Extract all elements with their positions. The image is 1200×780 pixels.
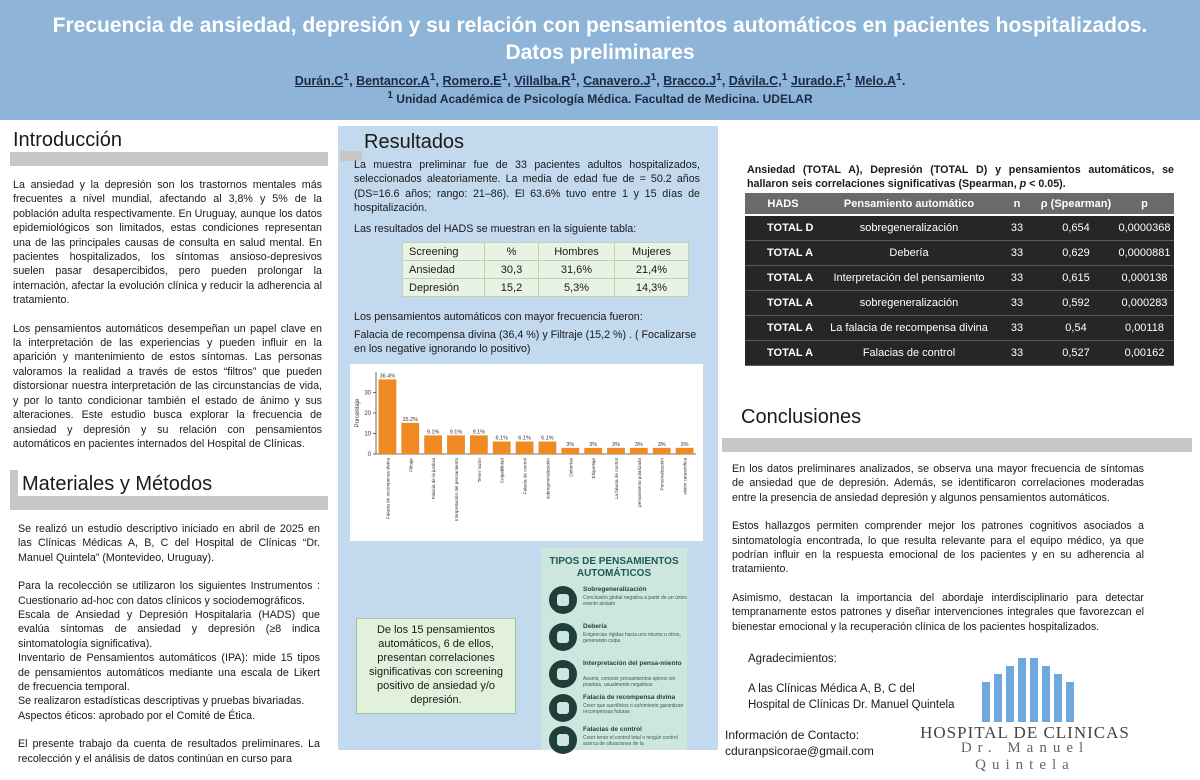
- list-item: [547, 692, 685, 726]
- hads-cell: 30,3: [485, 261, 539, 279]
- methods-line-1: Para la recolección se utilizaron los siguientes Instrumentos : Cuestionario ad-hoc con datos clínicos y sociodemográficos.: [18, 580, 320, 607]
- author-sup: 1: [716, 72, 722, 83]
- list-item: [547, 658, 685, 692]
- bar-value-label: 9.1%: [426, 429, 440, 436]
- table-row: [745, 215, 1174, 240]
- author-sup: 1: [781, 72, 788, 83]
- author-name: Romero.E: [442, 74, 502, 89]
- category-label: La falacia de control: [614, 458, 619, 500]
- chart-bar: [607, 448, 625, 454]
- thought-type-name: Sobregeneralización: [583, 586, 647, 593]
- author-name: Dávila.C,: [728, 74, 782, 89]
- intro-paragraph-1: La ansiedad y la depresión son los trastornos mentales más frecuentes a nivel mundial, afectando al 3,8% y 5% de la población adulta respectivamente. En Uruguay, aunque los datos epidemiológicos son limitados, estas condiciones representan una de las principales causas de consulta en salud mental. En pacientes hospitalizados, los síntomas ansioso-depresivos suelen pasar desapercibidos, pero pueden prolongar la internación, afectar la evolución clínica y reducir la adherencia al tratamiento.: [13, 179, 322, 307]
- logo-stripe: [1006, 666, 1014, 722]
- correlations-body: [745, 215, 1174, 365]
- intro-text: [13, 178, 322, 465]
- hads-cell: 15,2: [485, 279, 539, 297]
- correlations-cell: 0,00118: [1115, 315, 1174, 340]
- correlations-cell: TOTAL A: [745, 240, 821, 265]
- conclusions-paragraph-2: Estos hallazgos permiten comprender mejor los patrones cognitivos asociados a sintomatología encontrada, lo que resulta relevante para el equipo médico, ya que podrían influir en la respuesta emocional de los pacientes y en su adherencia al tratamiento.: [732, 520, 1144, 576]
- correlations-cell: 0,654: [1037, 215, 1115, 240]
- y-tick-label: 0: [367, 452, 371, 458]
- correlations-intro-a: Ansiedad (TOTAL A), Depresión (TOTAL D) y pensamientos automáticos, se hallaron seis correlaciones significativas (Spearman,: [747, 164, 1174, 191]
- correlations-cell: TOTAL A: [745, 340, 821, 365]
- table-row: [745, 240, 1174, 265]
- correlations-cell: TOTAL A: [745, 315, 821, 340]
- thought-types-title: TIPOS DE PENSAMIENTOS AUTOMÁTICOS: [549, 556, 679, 579]
- correlations-cell: 0,0000368: [1115, 215, 1174, 240]
- logo-stripe: [1066, 682, 1074, 722]
- hads-header-cell: Screening: [403, 243, 485, 261]
- methods-paragraph-1: Se realizó un estudio descriptivo iniciado en abril de 2025 en las Clínicas Médicas A, B, C del Hospital de Clínicas “Dr. Manuel Quintela” (Montevideo, Uruguay).: [18, 523, 320, 564]
- results-title: Resultados: [364, 131, 465, 153]
- bar-value-label: 3%: [612, 441, 620, 448]
- bar-value-label: 3%: [680, 441, 689, 448]
- author-name: Canavero.J: [583, 74, 651, 89]
- hads-header-row: [403, 243, 689, 261]
- hads-cell: 31,6%: [539, 261, 615, 279]
- conclusions-paragraph-3: Asimismo, destacan la importancia del abordaje interdisciplinario para detectar tempranamente estos patrones y diseñar intervenciones integrales que favorezcan el bienestar emocional y la recuperación clínica de los pacientes hospitalizados.: [732, 591, 1144, 633]
- correlations-header-cell: p: [1115, 193, 1174, 215]
- methods-divider: [10, 496, 328, 510]
- y-tick-label: 30: [364, 390, 371, 397]
- thought-type-desc: Creer que sacrificios o sufrimiento garantizan recompensas futuras: [583, 703, 684, 715]
- contact-title: Información de Contacto:: [725, 728, 860, 742]
- correlations-cell: 33: [997, 240, 1037, 265]
- correlations-cell: 33: [997, 315, 1037, 340]
- acknowledgements-line-2: Hospital de Clínicas Dr. Manuel Quintela: [748, 699, 955, 711]
- author-separator: ,: [507, 74, 515, 89]
- correlations-header-cell: Pensamiento automático: [821, 193, 997, 215]
- thought-type-name: Debería: [583, 623, 607, 630]
- correlations-intro-p: p: [1019, 178, 1027, 191]
- bar-value-label: 6.1%: [518, 435, 531, 442]
- category-label: pensamiento polarizado: [636, 458, 642, 507]
- findings-note: De los 15 pensamientos automáticos, 6 de ellos, presentan correlaciones significativas con screening positivo de ansiedad y/o depresión.: [356, 618, 516, 714]
- gavel-icon: [549, 623, 577, 651]
- chart-bar: [539, 441, 557, 454]
- methods-title: Materiales y Métodos: [22, 473, 213, 495]
- correlations-cell: 0,0000881: [1115, 240, 1174, 265]
- author-sup: 1: [650, 72, 657, 83]
- people-icon: [549, 586, 577, 614]
- chart-bar: [401, 423, 419, 454]
- bar-value-label: 9.1%: [449, 429, 463, 436]
- bar-value-label: 6.1%: [541, 435, 554, 442]
- bar-value-label: 15.2%: [402, 416, 419, 423]
- table-row: [745, 340, 1174, 365]
- checklist-icon: [549, 726, 577, 754]
- methods-line-5: Aspectos éticos: aprobado por el Comité de Ética.: [18, 709, 256, 722]
- hads-cell: Ansiedad: [403, 261, 485, 279]
- table-row: [745, 290, 1174, 315]
- author-separator: ,: [721, 74, 729, 89]
- thought-type-name: Falacia de recompensa divina: [583, 694, 676, 701]
- author-name: Bracco.J: [663, 74, 717, 89]
- category-label: Falacia de recompensa divina: [385, 458, 391, 520]
- author-list: [0, 72, 1200, 88]
- frequency-text: Falacia de recompensa divina (36,4 %) y Filtraje (15,2 %) . ( Focalizarse en los negative ignorando lo positivo): [354, 329, 697, 356]
- correlations-cell: 0,00162: [1115, 340, 1174, 365]
- author-separator: .: [901, 74, 906, 89]
- category-label: sobregeneralización: [545, 458, 551, 500]
- author-separator: ,: [576, 74, 584, 89]
- correlations-cell: TOTAL A: [745, 265, 821, 290]
- table-row: [745, 315, 1174, 340]
- y-tick-label: 20: [364, 411, 371, 417]
- correlations-cell: 0,527: [1037, 340, 1115, 365]
- correlations-cell: 0,54: [1037, 315, 1115, 340]
- chart-bar: [561, 448, 579, 454]
- thought-type-name: Interpretación del pensa-miento: [583, 660, 682, 667]
- hads-header-cell: Hombres: [539, 243, 615, 261]
- chart-bar: [516, 441, 534, 454]
- table-row: [745, 265, 1174, 290]
- y-axis-label: Porcentaje: [355, 398, 361, 428]
- hads-cell: 14,3%: [615, 279, 689, 297]
- author-name: Jurado.F,: [790, 74, 846, 89]
- thought-type-name: Falacias de control: [583, 726, 642, 733]
- category-label: Filtraje: [408, 458, 414, 472]
- correlations-cell: 0,000138: [1115, 265, 1174, 290]
- acknowledgements-title: Agradecimientos:: [748, 653, 837, 665]
- correlations-cell: 33: [997, 265, 1037, 290]
- title-line-2: Datos preliminares: [505, 41, 695, 64]
- correlations-intro: [747, 163, 1174, 192]
- category-label: Falacia de control: [522, 458, 528, 495]
- author-separator: ,: [656, 74, 664, 89]
- correlations-intro-b: < 0.05).: [1026, 178, 1066, 191]
- acknowledgements-line-1: A las Clínicas Médica A, B, C del: [748, 683, 915, 695]
- correlations-table: [745, 193, 1174, 366]
- category-label: Interpretación del pensamiento: [454, 458, 459, 522]
- chart-bar: [424, 435, 442, 454]
- correlations-cell: TOTAL A: [745, 290, 821, 315]
- list-item: [547, 724, 685, 758]
- category-label: Culpabilidad: [499, 458, 505, 484]
- y-tick-label: 10: [364, 431, 371, 438]
- author-sup: 1: [429, 72, 436, 83]
- correlations-cell: La falacia de recompensa divina: [821, 315, 997, 340]
- logo-stripe: [1042, 666, 1050, 722]
- author-sup: 1: [501, 72, 508, 83]
- table-row: [403, 261, 689, 279]
- chart-bar: [493, 441, 511, 454]
- methods-text: [18, 522, 320, 780]
- author-sup: 1: [896, 72, 902, 83]
- hads-header-cell: Mujeres: [615, 243, 689, 261]
- correlations-header-cell: n: [997, 193, 1037, 215]
- logo-name: HOSPITAL DE CLINICAS: [920, 723, 1130, 742]
- category-label: Personalización: [659, 458, 665, 491]
- category-label: Tener razón: [476, 458, 482, 483]
- chart-bar: [653, 448, 671, 454]
- thought-type-desc: Exigencias rígidas hacia uno mismo u otros, generando culpa: [583, 632, 681, 644]
- intro-title: Introducción: [13, 129, 122, 151]
- correlations-cell: 33: [997, 215, 1037, 240]
- logo-sub: Dr. Manuel Quintela: [960, 740, 1090, 773]
- author-sup: 1: [343, 72, 350, 83]
- correlations-cell: Debería: [821, 240, 997, 265]
- list-item: [547, 584, 685, 618]
- thought-type-desc: Conclusión global negativa a partir de un único evento aislado: [583, 595, 687, 607]
- author-name: Bentancor.A: [356, 74, 430, 89]
- title-line-1: Frecuencia de ansiedad, depresión y su relación con pensamientos automáticos en pacientes hospitalizados.: [52, 14, 1148, 37]
- chart-bar: [630, 448, 648, 454]
- correlations-cell: 0,592: [1037, 290, 1115, 315]
- author-separator: ,: [435, 74, 443, 89]
- correlations-cell: sobregeneralización: [821, 290, 997, 315]
- contact-email[interactable]: cduranpsicorae@gmail.com: [725, 744, 874, 758]
- table-row: [403, 279, 689, 297]
- logo-stripe: [1030, 658, 1038, 722]
- affiliation-sup: 1: [387, 90, 393, 101]
- logo-stripe: [1054, 674, 1062, 722]
- chart-bar: [676, 448, 694, 454]
- bar-value-label: 3%: [657, 441, 666, 448]
- correlations-cell: 33: [997, 290, 1037, 315]
- hads-cell: 21,4%: [615, 261, 689, 279]
- correlations-header-row: [745, 193, 1174, 215]
- hads-table-intro: Las resultados del HADS se muestran en la siguiente tabla:: [354, 223, 637, 235]
- hads-cell: Depresión: [403, 279, 485, 297]
- conclusions-title: Conclusiones: [741, 406, 862, 428]
- correlations-cell: 0,615: [1037, 265, 1115, 290]
- poster-title: [0, 12, 1200, 66]
- conclusions-divider: [722, 438, 1192, 452]
- category-label: visión catastrófica: [682, 458, 688, 495]
- author-name: Durán.C: [294, 74, 344, 89]
- frequency-intro: Los pensamientos automáticos con mayor frecuencia fueron:: [354, 311, 643, 323]
- chart-bar: [379, 379, 397, 454]
- author-sup: 1: [570, 72, 577, 83]
- bar-value-label: 9.1%: [472, 429, 486, 436]
- thought-type-desc: Asumir, conocer pensamientos ajenos sin pruebas, usualmente negativos: [583, 676, 676, 688]
- author-name: Villalba.R: [514, 74, 571, 89]
- bar-value-label: 3%: [566, 441, 575, 448]
- automatic-thoughts-chart: [350, 364, 703, 541]
- chart-svg: [350, 364, 703, 541]
- correlations-cell: 0,000283: [1115, 290, 1174, 315]
- author-sup: 1: [845, 72, 852, 83]
- conclusions-paragraph-1: En los datos preliminares analizados, se observa una mayor frecuencia de síntomas de ansiedad que de depresión. Además, se identificaron correlaciones moderadas entre la presencia de ansiedad depresión y algunos pensamientos automáticos.: [732, 463, 1144, 504]
- methods-line-3: Inventario de Pensamientos automáticos (IPA): mide 15 tipos de pensamientos automáticos mediante una escala de Likert de frecuencia temporal.: [18, 652, 320, 694]
- affiliation: [0, 90, 1200, 106]
- logo-stripe: [994, 674, 1002, 722]
- methods-line-4: Se realizaron estadísticas descriptivas y pruebas bivariadas.: [18, 695, 305, 708]
- affiliation-text: Unidad Académica de Psicología Médica. Facultad de Medicina. UDELAR: [392, 92, 813, 106]
- correlations-header-cell: HADS: [745, 193, 821, 215]
- correlations-cell: Falacias de control: [821, 340, 997, 365]
- methods-paragraph-2: [18, 579, 320, 723]
- logo-stripe: [982, 682, 990, 722]
- chart-bar: [584, 448, 602, 454]
- correlations-cell: 33: [997, 340, 1037, 365]
- methods-paragraph-3: El presente trabajo da cuenta de resultados preliminares. La recolección y el análisis de datos continúan en curso para: [18, 738, 320, 765]
- category-label: Falacia de la justicia: [431, 458, 437, 500]
- chart-bar: [470, 435, 488, 454]
- bar-value-label: 6.1%: [495, 435, 508, 442]
- hads-cell: 5,3%: [539, 279, 615, 297]
- author-name: Melo.A: [855, 74, 897, 89]
- hands-icon: [549, 694, 577, 722]
- methods-line-2: Escala de Ansiedad y Depresión Hospitalaria (HADS) que evalúa síntomas de ansiedad y depresión (≥8 indica sintomatología significativa).: [18, 609, 320, 650]
- chart-bar: [447, 435, 465, 454]
- poster-header: [0, 0, 1200, 120]
- results-intro: La muestra preliminar fue de 33 pacientes adultos hospitalizados, seleccionados aleatoriamente. La media de edad fue de = 50.2 años (DS=16.6 años; rango: 21–86). El 63.6% tuvo entre 1 y 15 días de hospitalización.: [354, 159, 700, 215]
- category-label: Etiquetaje: [591, 458, 597, 479]
- thought-type-desc: Creer tener el control total o ningún control acerca de situaciones de la: [583, 735, 678, 747]
- category-label: Deberías: [568, 458, 574, 477]
- hads-header-cell: %: [485, 243, 539, 261]
- intro-paragraph-2: Los pensamientos automáticos desempeñan un papel clave en la interpretación de las experiencias y pueden influir en la aparición y mantenimiento de estos síntomas. Las personas valoramos la realidad a través de estos “filtros” que pueden distorsionar nuestra interpretación de las circunstancias de vida, y por lo tanto condicionar también el estado de ánimo y sus alteraciones. Este estudio busca explorar la frecuencia de ansiedad y depresión y su relación con pensamientos automáticos en pacientes internados del Hospital de Clínicas.: [13, 322, 322, 450]
- logo-stripe: [1018, 658, 1026, 722]
- hads-table: [402, 242, 689, 297]
- bar-value-label: 3%: [589, 441, 598, 448]
- conclusions-text: [732, 462, 1144, 648]
- correlations-cell: Interpretación del pensamiento: [821, 265, 997, 290]
- correlations-header-cell: ρ (Spearman): [1037, 193, 1115, 215]
- intro-divider: [10, 152, 328, 166]
- list-item: [547, 621, 685, 655]
- correlations-cell: sobregeneralización: [821, 215, 997, 240]
- correlations-cell: 0,629: [1037, 240, 1115, 265]
- bar-value-label: 3%: [634, 441, 643, 448]
- bar-value-label: 36.4%: [379, 373, 396, 380]
- author-separator: ,: [349, 74, 357, 89]
- thought-types-card: [541, 548, 687, 750]
- methods-divider-left: [10, 470, 18, 496]
- correlations-cell: TOTAL D: [745, 215, 821, 240]
- head-thought-icon: [549, 660, 577, 688]
